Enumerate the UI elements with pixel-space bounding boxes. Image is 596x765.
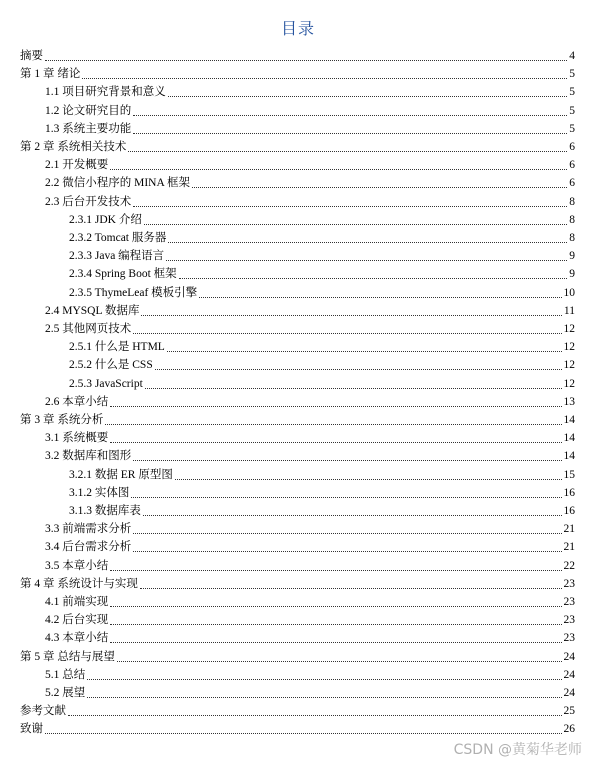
toc-entry-label: 3.5 本章小结	[45, 559, 109, 572]
toc-entry-page-number: 6	[569, 177, 575, 190]
toc-entry-page-number: 24	[563, 650, 575, 663]
toc-entry-label: 2.2 微信小程序的 MINA 框架	[45, 177, 191, 190]
toc-entry-page-number: 23	[563, 596, 575, 608]
toc-entry-page-number: 12	[563, 359, 575, 372]
dot-leader	[175, 478, 562, 480]
dot-leader	[68, 714, 562, 716]
toc-entry[interactable]	[45, 594, 575, 611]
toc-entry[interactable]	[69, 248, 575, 265]
dot-leader	[110, 168, 567, 170]
dot-leader	[167, 350, 562, 352]
toc-entry[interactable]	[69, 485, 575, 502]
dot-leader	[133, 550, 561, 552]
toc-entry-page-number: 10	[563, 286, 575, 299]
dot-leader	[141, 314, 561, 316]
toc-entry-page-number: 21	[563, 523, 575, 536]
toc-entry[interactable]	[45, 175, 575, 192]
toc-entry[interactable]	[45, 157, 575, 174]
toc-entry-label: 3.3 前端需求分析	[45, 523, 132, 536]
toc-entry-page-number: 24	[563, 687, 575, 699]
toc-entry-label: 2.5.3 JavaScript	[69, 377, 143, 390]
dot-leader	[133, 332, 561, 334]
toc-entry[interactable]	[20, 139, 575, 156]
dot-leader	[133, 532, 561, 534]
toc-entry-label: 4.1 前端实现	[45, 596, 109, 608]
toc-entry-label: 1.1 项目研究背景和意义	[45, 86, 166, 99]
toc-entry-label: 3.4 后台需求分析	[45, 541, 132, 554]
toc-entry[interactable]	[20, 721, 575, 738]
dot-leader	[199, 296, 561, 298]
dot-leader	[166, 259, 567, 261]
toc-entry[interactable]	[20, 48, 575, 65]
toc-entry-page-number: 5	[569, 68, 575, 81]
toc-entry-page-number: 14	[563, 432, 575, 445]
toc-entry[interactable]	[45, 430, 575, 447]
toc-entry-label: 2.3.3 Java 编程语言	[69, 250, 165, 263]
toc-entry[interactable]	[69, 357, 575, 374]
toc-entry-label: 1.3 系统主要功能	[45, 122, 132, 135]
dot-leader	[110, 441, 561, 443]
dot-leader	[133, 205, 567, 207]
toc-entry-label: 2.6 本章小结	[45, 395, 109, 408]
toc-entry-page-number: 4	[569, 50, 575, 62]
toc-entry[interactable]	[45, 667, 575, 684]
dot-leader	[133, 459, 561, 461]
dot-leader	[192, 186, 567, 188]
toc-entry[interactable]	[45, 630, 575, 647]
toc-entry-label: 第 5 章 总结与展望	[20, 650, 115, 663]
toc-entry-label: 2.3.5 ThymeLeaf 模板引擎	[69, 286, 198, 299]
toc-entry[interactable]	[69, 376, 575, 393]
dot-leader	[110, 623, 561, 625]
toc-entry[interactable]	[45, 303, 575, 320]
toc-entry-label: 2.3.4 Spring Boot 框架	[69, 268, 177, 281]
toc-entry-page-number: 8	[569, 232, 575, 244]
toc-entry[interactable]	[45, 194, 575, 211]
dot-leader	[110, 641, 561, 643]
toc-entry[interactable]	[69, 266, 575, 283]
toc-entry[interactable]	[45, 321, 575, 338]
toc-entry-label: 4.3 本章小结	[45, 632, 109, 645]
dot-leader	[133, 114, 567, 116]
toc-entry-page-number: 6	[569, 141, 575, 153]
dot-leader	[168, 95, 568, 97]
toc-entry-label: 第 1 章 绪论	[20, 68, 81, 81]
toc-entry[interactable]	[20, 649, 575, 666]
toc-entry-page-number: 22	[563, 559, 575, 572]
watermark: CSDN @黄菊华老师	[453, 742, 582, 758]
toc-entry-label: 4.2 后台实现	[45, 614, 109, 627]
toc-entry-page-number: 15	[563, 468, 575, 481]
toc-entry[interactable]	[69, 339, 575, 356]
dot-leader	[82, 77, 567, 79]
dot-leader	[145, 387, 562, 389]
toc-entry-page-number: 14	[563, 450, 575, 463]
toc-entry[interactable]	[45, 84, 575, 101]
toc-entry-label: 致谢	[20, 723, 43, 736]
toc-entry[interactable]	[45, 558, 575, 575]
toc-entry-label: 3.1.2 实体图	[69, 486, 130, 499]
dot-leader	[87, 696, 561, 698]
toc-entry-page-number: 12	[563, 323, 575, 335]
toc-entry-page-number: 25	[563, 705, 575, 718]
dot-leader	[110, 569, 561, 571]
toc-entry[interactable]	[45, 103, 575, 120]
toc-entry-label: 3.2 数据库和图形	[45, 450, 132, 463]
dot-leader	[110, 405, 561, 407]
toc-entry[interactable]	[20, 66, 575, 83]
dot-leader	[117, 660, 562, 662]
page-title: 目录	[280, 19, 315, 38]
toc-entry-label: 第 4 章 系统设计与实现	[20, 577, 138, 590]
toc-entry-page-number: 12	[563, 377, 575, 390]
dot-leader	[105, 423, 561, 425]
toc-entry-label: 1.2 论文研究目的	[45, 104, 132, 117]
toc-entry-page-number: 8	[569, 195, 575, 208]
dot-leader	[133, 132, 567, 134]
toc-entry-page-number: 23	[563, 577, 575, 590]
toc-entry-label: 2.5.1 什么是 HTML	[69, 341, 165, 354]
toc-entry-label: 参考文献	[20, 705, 66, 718]
dot-leader	[144, 223, 567, 225]
toc-entry-page-number: 16	[563, 505, 575, 517]
dot-leader	[45, 732, 562, 734]
toc-entry-page-number: 26	[563, 723, 575, 736]
toc-entry[interactable]	[45, 612, 575, 629]
toc-entry-label: 摘要	[20, 50, 43, 62]
toc-entry-page-number: 24	[563, 668, 575, 681]
toc-entry-page-number: 5	[569, 122, 575, 135]
toc-entry-label: 3.1 系统概要	[45, 432, 109, 445]
toc-entry-label: 2.3.2 Tomcat 服务器	[69, 232, 167, 244]
dot-leader	[131, 496, 561, 498]
toc-entry-page-number: 21	[563, 541, 575, 554]
toc-entry-label: 2.5 其他网页技术	[45, 323, 132, 335]
toc-entry-label: 第 2 章 系统相关技术	[20, 141, 127, 153]
toc-entry[interactable]	[20, 576, 575, 593]
toc-entry-label: 2.3.1 JDK 介绍	[69, 213, 142, 226]
dot-leader	[168, 241, 567, 243]
dot-leader	[110, 605, 561, 607]
toc-entry-label: 第 3 章 系统分析	[20, 414, 104, 426]
toc-entry-label: 2.1 开发概要	[45, 159, 109, 172]
toc-entry-page-number: 23	[563, 614, 575, 627]
toc-entry[interactable]	[45, 394, 575, 411]
toc-entry[interactable]	[45, 521, 575, 538]
toc-entry-page-number: 23	[563, 632, 575, 645]
toc-entry[interactable]	[20, 412, 575, 429]
dot-leader	[179, 277, 568, 279]
toc-entry-page-number: 16	[563, 486, 575, 499]
toc-entry-label: 2.4 MYSQL 数据库	[45, 304, 140, 317]
toc-entry-page-number: 8	[569, 213, 575, 226]
toc-entry-label: 2.3 后台开发技术	[45, 195, 132, 208]
toc-entry[interactable]	[69, 212, 575, 229]
dot-leader	[143, 514, 562, 516]
toc-entry-page-number: 12	[563, 341, 575, 354]
toc-entry-page-number: 11	[563, 304, 575, 317]
toc-entry[interactable]	[69, 285, 575, 302]
toc-entry[interactable]	[45, 448, 575, 465]
toc-entry-page-number: 9	[569, 250, 575, 263]
toc-entry-page-number: 5	[569, 86, 575, 99]
dot-leader	[155, 368, 562, 370]
toc-entry[interactable]	[20, 703, 575, 720]
toc-entry-page-number: 13	[563, 395, 575, 408]
toc-entry[interactable]	[69, 467, 575, 484]
toc-entry[interactable]	[45, 121, 575, 138]
toc-entry[interactable]	[45, 685, 575, 702]
toc-entry[interactable]	[45, 539, 575, 556]
dot-leader	[128, 150, 567, 152]
toc-entry[interactable]	[69, 503, 575, 520]
toc-entry-page-number: 9	[569, 268, 575, 281]
toc-entry-label: 5.2 展望	[45, 687, 86, 699]
dot-leader	[45, 59, 567, 61]
toc-entry-page-number: 6	[569, 159, 575, 172]
dot-leader	[140, 587, 562, 589]
toc-entry-label: 2.5.2 什么是 CSS	[69, 359, 153, 372]
toc-entry-label: 5.1 总结	[45, 668, 86, 681]
toc-entry[interactable]	[69, 230, 575, 247]
toc-entry-page-number: 5	[569, 104, 575, 117]
toc-entry-page-number: 14	[563, 414, 575, 426]
dot-leader	[87, 678, 561, 680]
toc-entry-label: 3.1.3 数据库表	[69, 505, 141, 517]
toc-entry-label: 3.2.1 数据 ER 原型图	[69, 468, 173, 481]
